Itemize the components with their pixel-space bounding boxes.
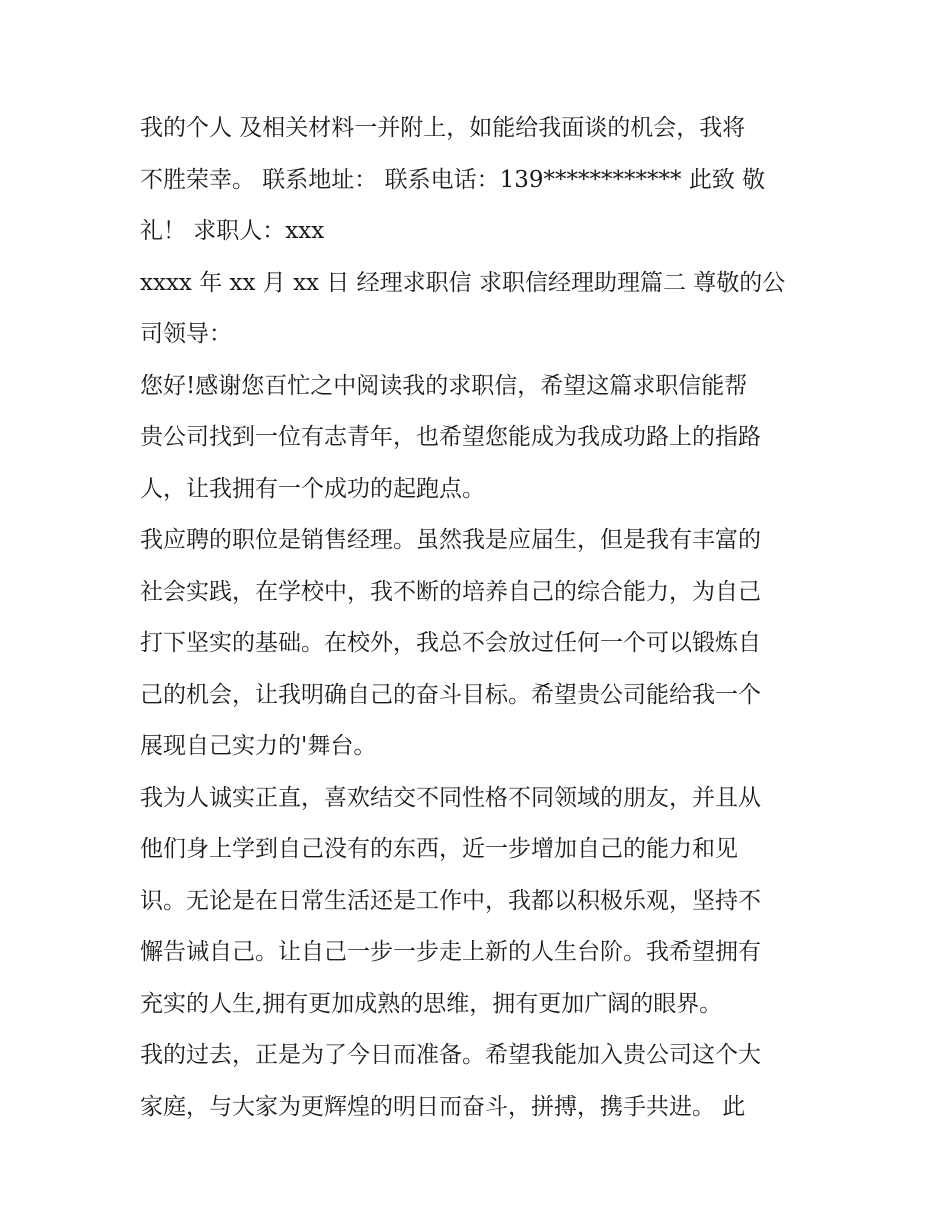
text-line: 人，让我拥有一个成功的起跑点。 (140, 475, 485, 502)
text-line: 己的机会，让我明确自己的奋斗目标。希望贵公司能给我一个 (140, 681, 761, 708)
text-line: xxxx 年 xx 月 xx 日 经理求职信 求职信经理助理篇二 尊敬的公 (140, 269, 786, 296)
text-line: 充实的人生,拥有更加成熟的思维，拥有更加广阔的眼界。 (140, 990, 723, 1017)
text-line: 识。无论是在日常生活还是工作中，我都以积极乐观，坚持不 (140, 887, 761, 914)
text-line: 打下坚实的基础。在校外，我总不会放过任何一个可以锻炼自 (140, 630, 761, 656)
text-line: 展现自己实力的'舞台。 (140, 733, 377, 759)
text-line: 您好!感谢您百忙之中阅读我的求职信，希望这篇求职信能帮 (140, 372, 748, 399)
text-line: 贵公司找到一位有志青年，也希望您能成为我成功路上的指路 (140, 424, 761, 450)
text-line: 不胜荣幸。 联系地址： 联系电话：139************ 此致 敬 (140, 166, 766, 193)
text-line: 我应聘的职位是销售经理。虽然我是应届生，但是我有丰富的 (140, 527, 761, 553)
text-line: 司领导： (140, 321, 232, 347)
text-line: 我的过去，正是为了今日而准备。希望我能加入贵公司这个大 (140, 1042, 761, 1068)
text-line: 懈告诫自己。让自己一步一步走上新的人生台阶。我希望拥有 (140, 939, 761, 965)
text-line: 他们身上学到自己没有的东西，近一步增加自己的能力和见 (140, 836, 738, 862)
letter-body (140, 103, 820, 1133)
text-line: 我为人诚实正直，喜欢结交不同性格不同领域的朋友，并且从 (140, 784, 761, 811)
text-line: 家庭，与大家为更辉煌的明日而奋斗，拼搏，携手共进。 此 (140, 1093, 746, 1120)
text-line: 社会实践，在学校中，我不断的培养自己的综合能力，为自己 (140, 578, 761, 605)
text-line: 礼！ 求职人：xxx (140, 218, 325, 244)
text-line: 我的个人 及相关材料一并附上，如能给我面谈的机会，我将 (140, 115, 746, 141)
